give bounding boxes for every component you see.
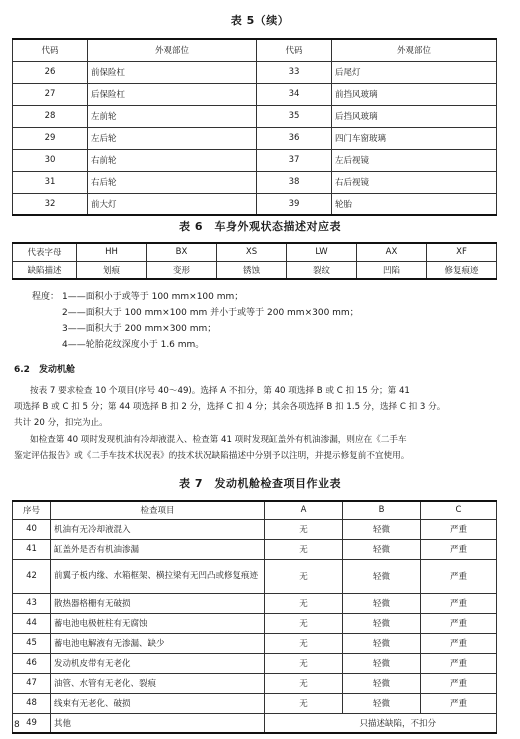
table-cell: 油管、水管有无老化、裂痕 [51, 673, 265, 693]
table-cell: 缺陷描述 [13, 261, 77, 279]
table-cell: 34 [257, 83, 332, 105]
paragraph-line: 按表 7 要求检查 10 个项目(序号 40～49)。选择 A 不扣分，第 40 项选择 B 或 C 扣 15 分；第 41 [30, 386, 410, 396]
table-cell: 严重 [421, 593, 497, 613]
table-row [13, 653, 497, 673]
table-cell: 右前轮 [88, 149, 257, 171]
table6-desc-row [13, 261, 497, 279]
paragraph-line: 如检查第 40 项时发现机油有冷却液混入、检查第 41 项时发现缸盖外有机油渗漏，则应在《二手车 [30, 435, 407, 445]
degree-item: 4——轮胎花纹深度小于 1.6 mm。 [62, 340, 205, 350]
table7-header-row [13, 501, 497, 519]
table-cell: 46 [13, 653, 51, 673]
table7-header-a: A [265, 501, 343, 519]
table-cell: 无 [265, 653, 343, 673]
table5-caption: 表 5（续） [230, 14, 290, 27]
table-cell: 轻微 [343, 633, 421, 653]
table-cell: XF [427, 243, 497, 261]
table-cell: 机油有无冷却液混入 [51, 519, 265, 539]
table-cell: 只描述缺陷，不扣分 [265, 713, 497, 733]
table-cell: 后尾灯 [332, 61, 497, 83]
table-cell: 43 [13, 593, 51, 613]
table-cell: 右后视镜 [332, 171, 497, 193]
table-cell: 无 [265, 673, 343, 693]
table-cell: 后挡风玻璃 [332, 105, 497, 127]
table-cell: 严重 [421, 693, 497, 713]
table-cell: 划痕 [77, 261, 147, 279]
table-cell: 36 [257, 127, 332, 149]
table-row [13, 713, 497, 733]
table-cell: 前保险杠 [88, 61, 257, 83]
table-cell: 无 [265, 519, 343, 539]
table-cell: 30 [13, 149, 88, 171]
table-cell: 严重 [421, 653, 497, 673]
table-cell: 蓄电池电极桩柱有无腐蚀 [51, 613, 265, 633]
paragraph-line: 项选择 B 或 C 扣 5 分；第 44 项选择 B 扣 2 分，选择 C 扣 4 分；其余各项选择 B 扣 1.5 分，选择 C 扣 3 分。 [14, 402, 446, 412]
degree-label: 程度： [32, 292, 60, 302]
table-cell: 轻微 [343, 593, 421, 613]
table-cell: 蓄电池电解液有无渗漏、缺少 [51, 633, 265, 653]
table-cell: 严重 [421, 633, 497, 653]
table7-header-no: 序号 [13, 501, 51, 519]
table5-header-row [13, 39, 497, 61]
table-cell: 39 [257, 193, 332, 215]
table-cell: AX [357, 243, 427, 261]
table-cell: 49 [13, 713, 51, 733]
table-cell: BX [147, 243, 217, 261]
table-cell: 左后轮 [88, 127, 257, 149]
table-row [13, 593, 497, 613]
table-cell: 轻微 [343, 539, 421, 559]
table5-header-part2: 外观部位 [332, 39, 497, 61]
table5-header-code2: 代码 [257, 39, 332, 61]
table-cell: 前挡风玻璃 [332, 83, 497, 105]
table-cell: 严重 [421, 559, 497, 593]
table-row [13, 83, 497, 105]
table5 [12, 38, 497, 216]
degree-item: 1——面积小于或等于 100 mm×100 mm； [62, 292, 244, 302]
table-cell: 锈蚀 [217, 261, 287, 279]
section-heading: 6.2 发动机舱 [14, 365, 75, 375]
table-row [13, 61, 497, 83]
table-cell: 左前轮 [88, 105, 257, 127]
table-cell: 散热器格栅有无破损 [51, 593, 265, 613]
table-cell: 42 [13, 559, 51, 593]
table-cell: 轻微 [343, 519, 421, 539]
table-cell: 裂纹 [287, 261, 357, 279]
table-cell: 左后视镜 [332, 149, 497, 171]
table-cell: 32 [13, 193, 88, 215]
table-cell: 27 [13, 83, 88, 105]
table-cell: 无 [265, 633, 343, 653]
table-cell: 严重 [421, 539, 497, 559]
table-cell: 修复痕迹 [427, 261, 497, 279]
table6-letter-row [13, 243, 497, 261]
table-row [13, 519, 497, 539]
table-cell: 无 [265, 559, 343, 593]
table-cell: 无 [265, 613, 343, 633]
table-cell: 代表字母 [13, 243, 77, 261]
table-cell: 变形 [147, 261, 217, 279]
table-row [13, 559, 497, 593]
table7 [12, 500, 497, 734]
page-number: 8 [14, 720, 20, 730]
table7-header-item: 检查项目 [51, 501, 265, 519]
table-row [13, 673, 497, 693]
table5-header-part1: 外观部位 [88, 39, 257, 61]
table-cell: 无 [265, 539, 343, 559]
table-cell: 严重 [421, 613, 497, 633]
table-cell: 29 [13, 127, 88, 149]
table5-header-code1: 代码 [13, 39, 88, 61]
table-cell: 前大灯 [88, 193, 257, 215]
table-cell: 后保险杠 [88, 83, 257, 105]
table-row [13, 613, 497, 633]
table-cell: 44 [13, 613, 51, 633]
table-cell: 45 [13, 633, 51, 653]
table-row [13, 633, 497, 653]
table-cell: 轻微 [343, 693, 421, 713]
table-cell: HH [77, 243, 147, 261]
degree-item: 2——面积大于 100 mm×100 mm 并小于或等于 200 mm×300 mm； [62, 308, 359, 318]
table-cell: 缸盖外是否有机油渗漏 [51, 539, 265, 559]
table7-header-b: B [343, 501, 421, 519]
table-cell: 28 [13, 105, 88, 127]
table-cell: 48 [13, 693, 51, 713]
table-row [13, 127, 497, 149]
table6 [12, 242, 497, 280]
table-cell: 其他 [51, 713, 265, 733]
table-cell: 严重 [421, 673, 497, 693]
table-row [13, 105, 497, 127]
table-cell: 31 [13, 171, 88, 193]
table-cell: 40 [13, 519, 51, 539]
table-cell: 33 [257, 61, 332, 83]
table6-caption: 表 6 车身外观状态描述对应表 [179, 220, 341, 233]
table-row [13, 539, 497, 559]
table-cell: 凹陷 [357, 261, 427, 279]
table-cell: 26 [13, 61, 88, 83]
table-row [13, 193, 497, 215]
table7-header-c: C [421, 501, 497, 519]
table-cell: 38 [257, 171, 332, 193]
table-cell: 轮胎 [332, 193, 497, 215]
table-row [13, 149, 497, 171]
table-cell: 四门车窗玻璃 [332, 127, 497, 149]
degree-item: 3——面积大于 200 mm×300 mm； [62, 324, 217, 334]
table-cell: 严重 [421, 519, 497, 539]
table-cell: 37 [257, 149, 332, 171]
table-cell: 41 [13, 539, 51, 559]
table-cell: 轻微 [343, 673, 421, 693]
table7-caption: 表 7 发动机舱检查项目作业表 [179, 477, 341, 490]
table-cell: 线束有无老化、破损 [51, 693, 265, 713]
table-cell: 无 [265, 693, 343, 713]
table-cell: XS [217, 243, 287, 261]
table-cell: 轻微 [343, 613, 421, 633]
table-row [13, 171, 497, 193]
table-cell: 35 [257, 105, 332, 127]
paragraph-line: 鉴定评估报告》或《二手车技术状况表》的技术状况缺陷描述中分别予以注明，并提示修复前不宜使用。 [14, 451, 410, 461]
table-cell: 前翼子板内缘、水箱框架、横拉梁有无凹凸或修复痕迹 [51, 559, 265, 593]
table-cell: LW [287, 243, 357, 261]
table-cell: 轻微 [343, 653, 421, 673]
table-cell: 发动机皮带有无老化 [51, 653, 265, 673]
table-cell: 右后轮 [88, 171, 257, 193]
table-cell: 无 [265, 593, 343, 613]
table-cell: 47 [13, 673, 51, 693]
table-cell: 轻微 [343, 559, 421, 593]
table-row [13, 693, 497, 713]
paragraph-line: 共计 20 分，扣完为止。 [14, 418, 108, 428]
